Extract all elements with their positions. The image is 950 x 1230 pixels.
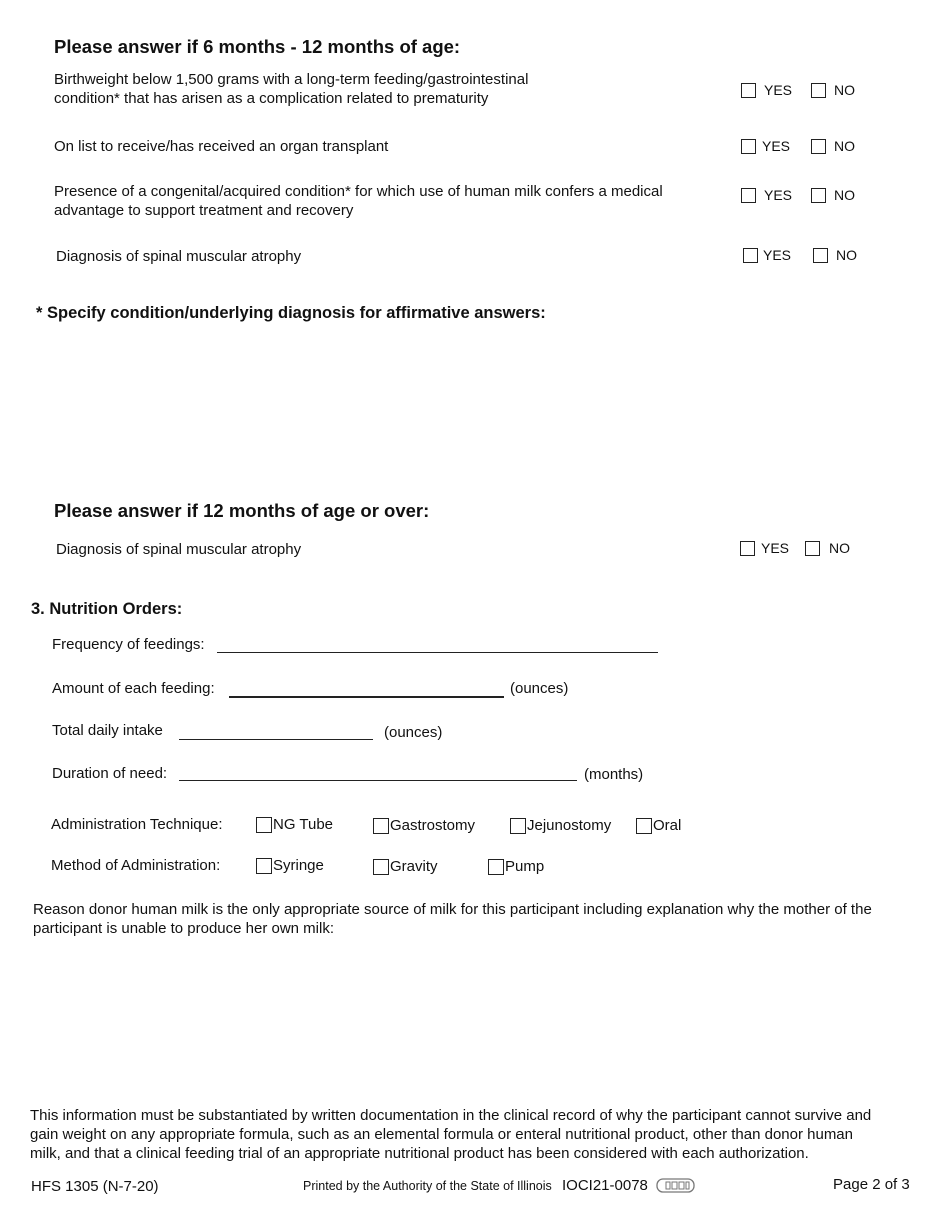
technique-ng-tube-option[interactable] xyxy=(256,815,333,834)
question-birthweight-line1: Birthweight below 1,500 grams with a long-term feeding/gastrointestinal xyxy=(54,71,529,88)
reason-line1: Reason donor human milk is the only appropriate source of milk for this participant including explanation why the mother of the xyxy=(33,901,872,918)
frequency-label: Frequency of feedings: xyxy=(52,636,205,653)
q2-no-label: NO xyxy=(834,138,855,154)
oral-label: Oral xyxy=(653,817,682,834)
ng-tube-label: NG Tube xyxy=(273,816,334,833)
total-intake-input-line[interactable] xyxy=(179,739,373,740)
question-congenital-line1: Presence of a congenital/acquired condition* for which use of human milk confers a medical xyxy=(54,183,663,200)
q2-yes-label: YES xyxy=(762,138,791,154)
technique-gastrostomy-option[interactable] xyxy=(373,816,475,835)
q3-no-checkbox[interactable] xyxy=(811,188,826,203)
q4-yes-label: YES xyxy=(763,247,792,263)
gravity-checkbox[interactable] xyxy=(373,859,389,875)
section-12-over-heading: Please answer if 12 months of age or over: xyxy=(54,500,430,521)
q4-no-label: NO xyxy=(836,247,857,263)
pump-checkbox[interactable] xyxy=(488,859,504,875)
q3-yes-label: YES xyxy=(764,187,793,203)
frequency-input-line[interactable] xyxy=(217,652,658,653)
printed-by: Printed by the Authority of the State of Illinois xyxy=(303,1179,552,1193)
q4-no-checkbox[interactable] xyxy=(813,248,828,263)
ng-tube-checkbox[interactable] xyxy=(256,817,272,833)
specify-condition-heading: * Specify condition/underlying diagnosis for affirmative answers: xyxy=(36,304,546,322)
sma12-yes-label: YES xyxy=(761,540,790,556)
q1-yes-label: YES xyxy=(764,82,793,98)
method-gravity-option[interactable] xyxy=(373,857,438,876)
method-syringe-option[interactable] xyxy=(256,856,324,875)
q2-yes-checkbox[interactable] xyxy=(741,139,756,154)
q2-no-checkbox[interactable] xyxy=(811,139,826,154)
syringe-label: Syringe xyxy=(273,857,324,874)
question-sma-12-over: Diagnosis of spinal muscular atrophy xyxy=(56,541,302,558)
page-number: Page 2 of 3 xyxy=(833,1176,910,1193)
method-label: Method of Administration: xyxy=(51,857,221,874)
question-birthweight-line2: condition* that has arisen as a complication related to prematurity xyxy=(54,90,489,107)
sma12-no-label: NO xyxy=(829,540,850,556)
question-congenital-line2: advantage to support treatment and recovery xyxy=(54,202,354,219)
method-pump-option[interactable] xyxy=(488,857,544,876)
q1-no-label: NO xyxy=(834,82,855,98)
disclaimer-line1: This information must be substantiated by written documentation in the clinical record of why the participant cannot survive and xyxy=(30,1107,872,1124)
technique-jejunostomy-option[interactable] xyxy=(510,816,611,835)
amount-input-line[interactable] xyxy=(229,696,504,698)
ioci-number: IOCI21-0078 xyxy=(562,1177,648,1194)
gastrostomy-checkbox[interactable] xyxy=(373,818,389,834)
disclaimer-line3: milk, and that a clinical feeding trial of an appropriate nutritional product has been considered with each authorization. xyxy=(30,1145,809,1162)
oral-checkbox[interactable] xyxy=(636,818,652,834)
gastrostomy-label: Gastrostomy xyxy=(390,817,476,834)
sma12-no-checkbox[interactable] xyxy=(805,541,820,556)
technique-label: Administration Technique: xyxy=(51,816,223,833)
amount-label: Amount of each feeding: xyxy=(52,680,215,697)
gravity-label: Gravity xyxy=(390,858,438,875)
nutrition-orders-heading: 3. Nutrition Orders: xyxy=(31,600,183,618)
recycle-logo-icon xyxy=(656,1177,696,1194)
duration-input-line[interactable] xyxy=(179,780,577,781)
question-organ-transplant: On list to receive/has received an organ transplant xyxy=(54,138,389,155)
disclaimer-line2: gain weight on any appropriate formula, such as an elemental formula or enteral nutritional product, other than donor human xyxy=(30,1126,853,1143)
reason-line2: participant is unable to produce her own milk: xyxy=(33,920,334,937)
pump-label: Pump xyxy=(505,858,545,875)
q1-no-checkbox[interactable] xyxy=(811,83,826,98)
q4-yes-checkbox[interactable] xyxy=(743,248,758,263)
technique-oral-option[interactable] xyxy=(636,816,681,835)
form-id: HFS 1305 (N-7-20) xyxy=(31,1178,159,1195)
sma12-yes-checkbox[interactable] xyxy=(740,541,755,556)
duration-unit: (months) xyxy=(584,766,644,783)
q3-yes-checkbox[interactable] xyxy=(741,188,756,203)
q3-no-label: NO xyxy=(834,187,855,203)
syringe-checkbox[interactable] xyxy=(256,858,272,874)
section-6-12-heading: Please answer if 6 months - 12 months of age: xyxy=(54,36,461,57)
jejunostomy-label: Jejunostomy xyxy=(527,817,612,834)
total-intake-unit: (ounces) xyxy=(384,724,443,741)
question-sma: Diagnosis of spinal muscular atrophy xyxy=(56,248,302,265)
total-intake-label: Total daily intake xyxy=(52,722,163,739)
jejunostomy-checkbox[interactable] xyxy=(510,818,526,834)
duration-label: Duration of need: xyxy=(52,765,168,782)
q1-yes-checkbox[interactable] xyxy=(741,83,756,98)
amount-unit: (ounces) xyxy=(510,680,569,697)
